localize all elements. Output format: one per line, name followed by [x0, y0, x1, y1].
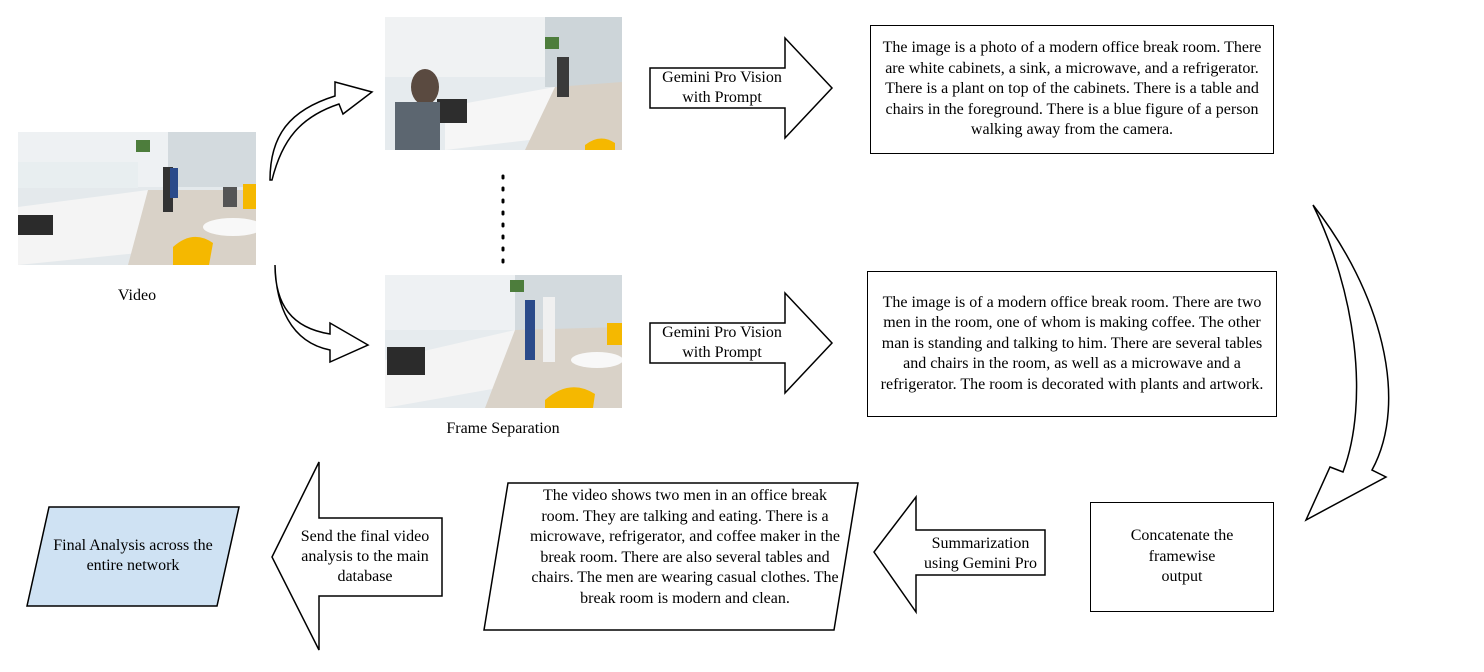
concatenate-box	[1090, 502, 1274, 612]
prompt-arrow-bottom-label: Gemini Pro Vision with Prompt	[662, 324, 782, 361]
curved-arrow-up	[270, 82, 372, 180]
curved-arrow-down	[275, 265, 368, 362]
final-analysis-label: Final Analysis across the entire network	[53, 537, 213, 574]
prompt-arrow-top-label: Gemini Pro Vision with Prompt	[662, 69, 782, 106]
video-label: Video	[117, 287, 157, 304]
send-label: Send the final video analysis to the main database	[300, 528, 430, 585]
summary-text: The video shows two men in an office break room. They are talking and eating. There is a microwave, refrigerator, and coffee maker in the break room. There are also several tables and chairs. The men are wearing casual clothes. The break room is modern and clean.	[530, 487, 841, 607]
frame-separation-label: Frame Separation	[446, 420, 560, 437]
description-top: The image is a photo of a modern office break room. There are white cabinets, a sink, a microwave, and a refrigerator. There is a plant on top of the cabinets. There is a table and chairs in the foreground. There is a blue figure of a person walking away from the camera.	[870, 25, 1274, 154]
summarization-label: Summarization using Gemini Pro	[924, 535, 1037, 572]
description-bottom: The image is of a modern office break room. There are two men in the room, one of whom is making coffee. The other man is standing and talking to him. There are several tables and chairs in the room, as well as a microwave and a refrigerator. The room is decorated with plants and artwork.	[867, 271, 1277, 417]
curved-arrow-right	[1306, 205, 1389, 520]
concatenate-label: Concatenate the framewise output	[1130, 527, 1234, 586]
